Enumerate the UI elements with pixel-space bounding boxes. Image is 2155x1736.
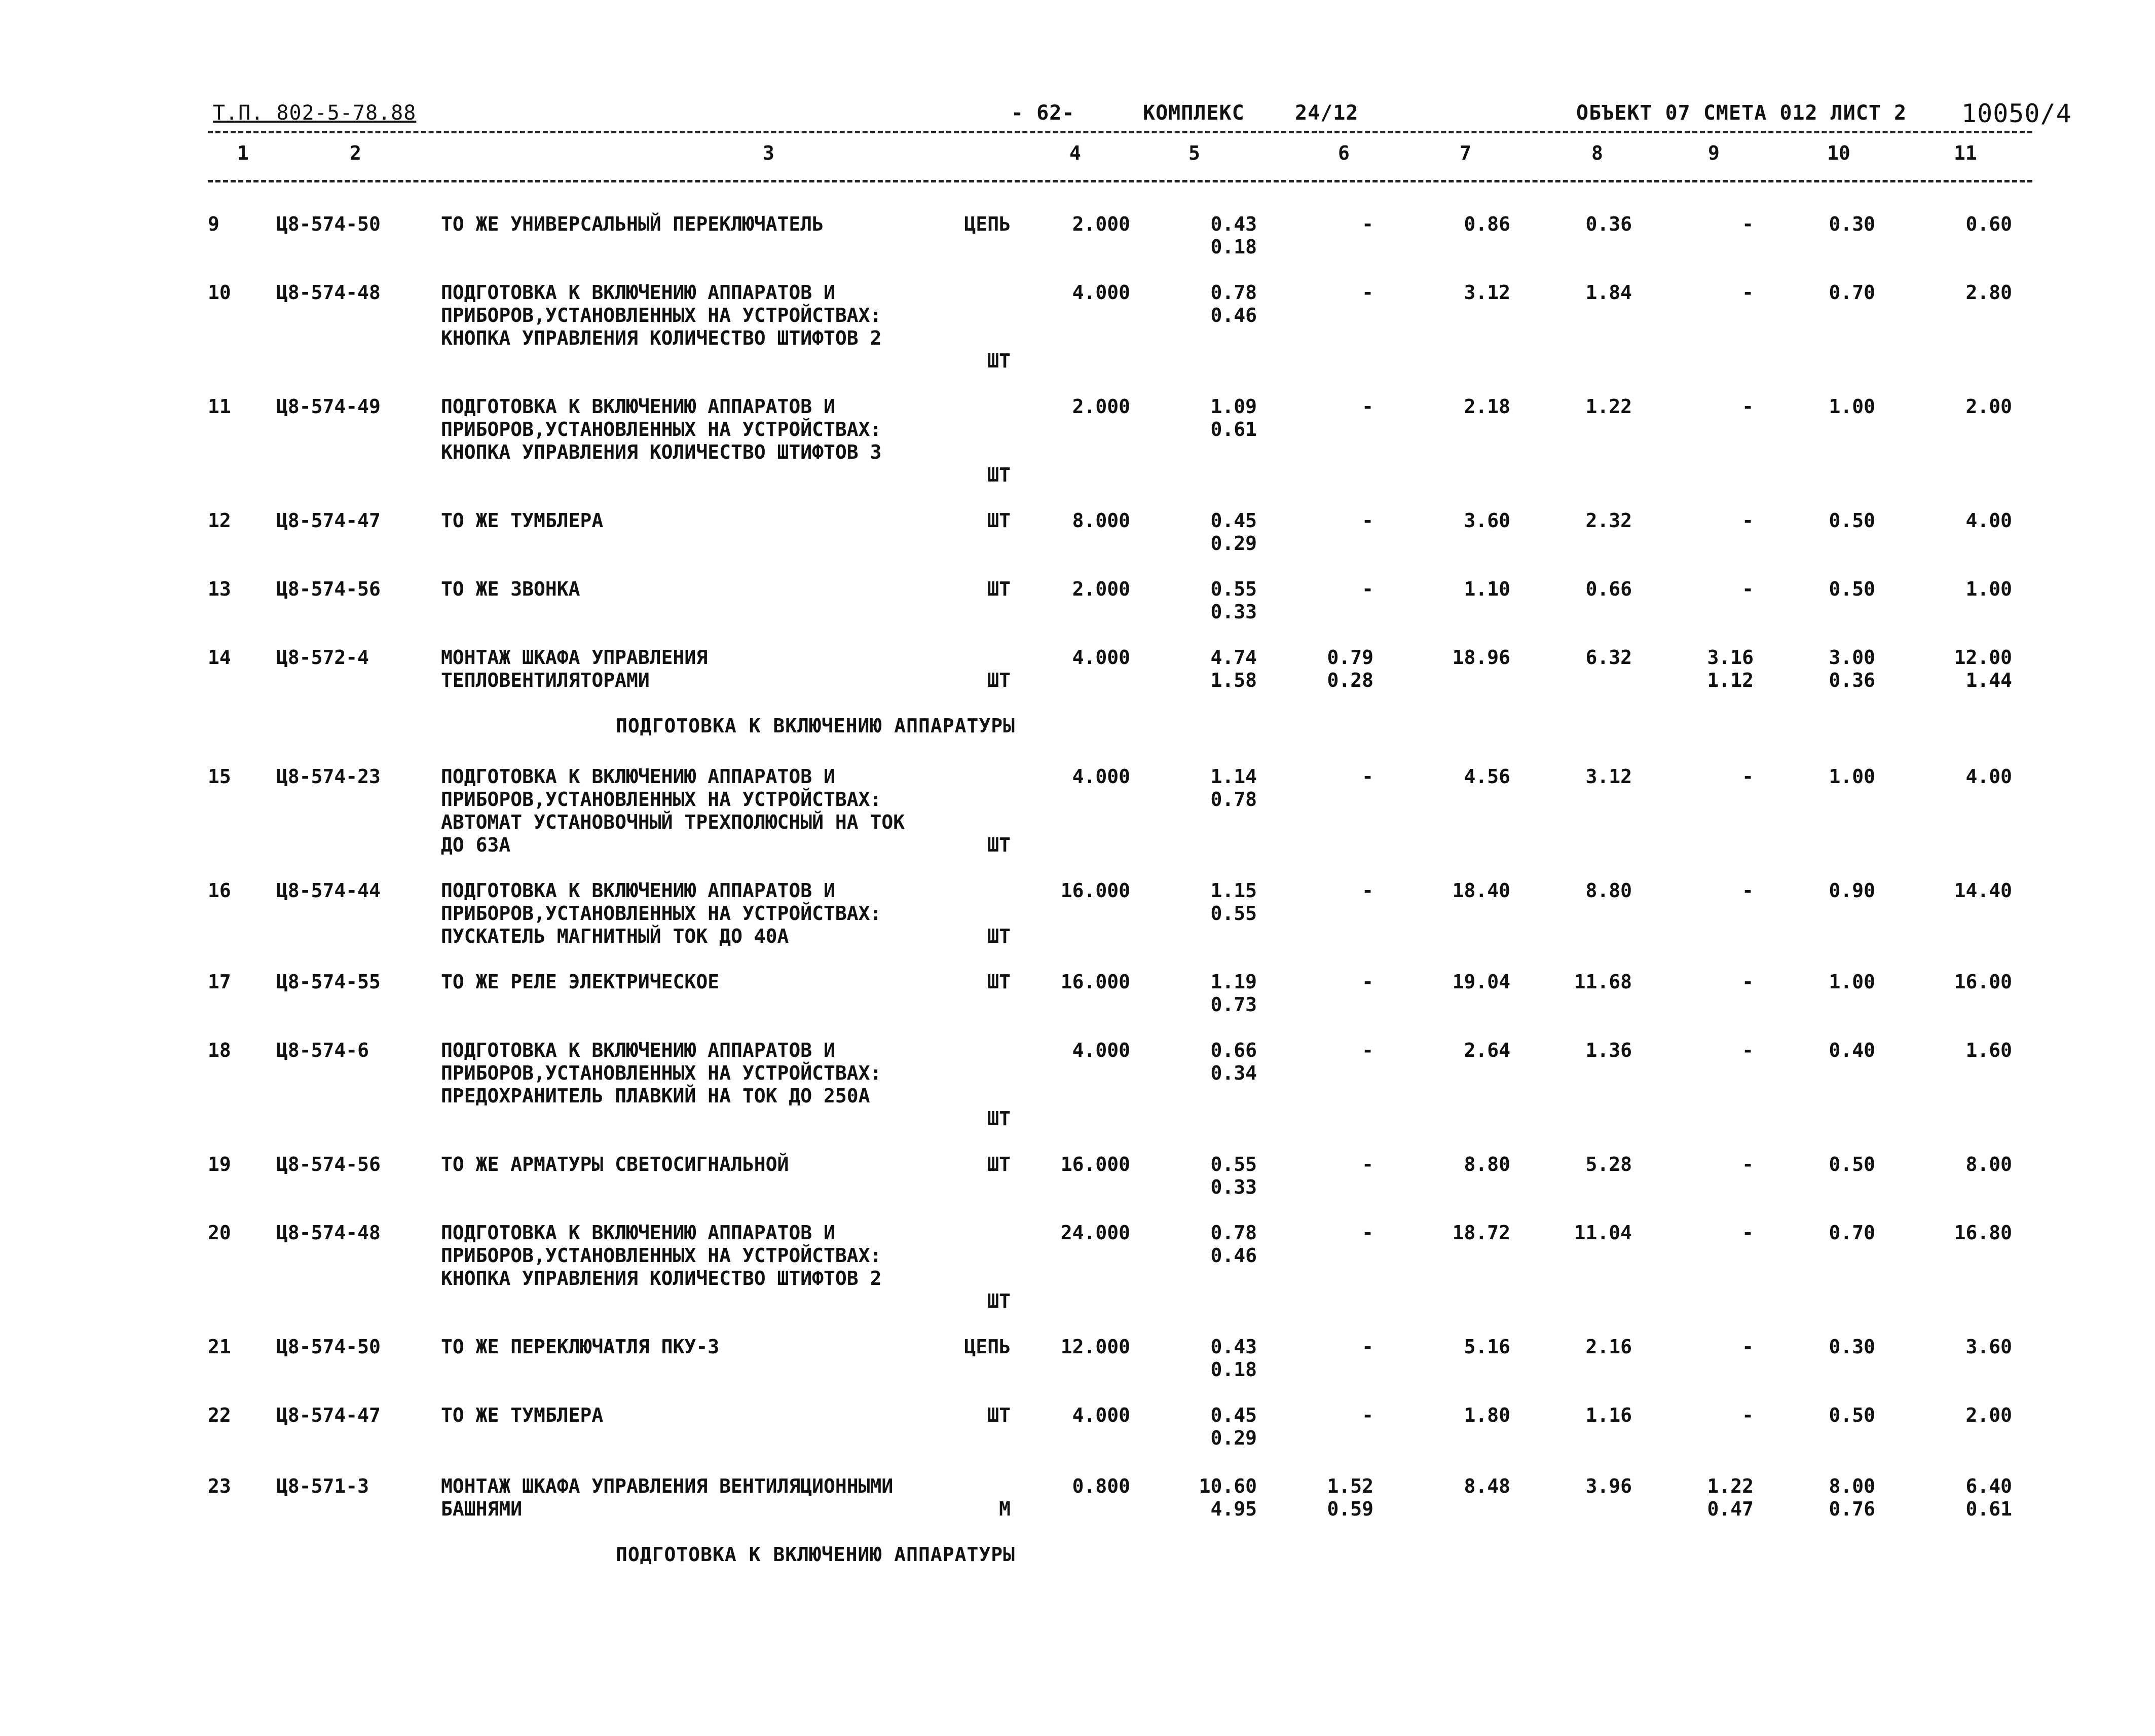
value-col11: 1.60 bbox=[1965, 1039, 2012, 1061]
value-col10: 8.00 0.76 bbox=[1829, 1475, 1875, 1520]
value-col7: 18.40 bbox=[1452, 879, 1510, 902]
value-col6: - bbox=[1362, 281, 1373, 304]
value-col10: 0.30 bbox=[1829, 1336, 1875, 1358]
value-col7: 3.60 bbox=[1464, 509, 1510, 532]
value-col6: - bbox=[1362, 971, 1373, 993]
rate-code: Ц8-574-48 bbox=[276, 281, 381, 304]
value-col8: 1.84 bbox=[1585, 281, 1632, 304]
quantity: 2.000 bbox=[1072, 578, 1130, 600]
quantity: 24.000 bbox=[1060, 1222, 1130, 1244]
quantity: 16.000 bbox=[1060, 879, 1130, 902]
value-col7: 8.80 bbox=[1464, 1153, 1510, 1175]
value-col9: - bbox=[1742, 1222, 1754, 1244]
quantity: 4.000 bbox=[1072, 281, 1130, 304]
unit: М bbox=[999, 1498, 1011, 1520]
value-col10: 0.70 bbox=[1829, 281, 1875, 304]
value-col5: 0.66 0.34 bbox=[1210, 1039, 1257, 1084]
value-col11: 6.40 0.61 bbox=[1965, 1475, 2012, 1520]
complex-label: КОМПЛЕКС bbox=[1143, 101, 1245, 125]
quantity: 0.800 bbox=[1072, 1475, 1130, 1497]
value-col8: 11.68 bbox=[1574, 971, 1632, 993]
value-col9: - bbox=[1742, 1039, 1754, 1061]
column-number: 4 bbox=[1069, 142, 1081, 164]
row-number: 9 bbox=[208, 213, 219, 235]
rate-code: Ц8-574-50 bbox=[276, 1336, 381, 1358]
value-col5: 4.74 1.58 bbox=[1210, 646, 1257, 691]
column-number: 8 bbox=[1591, 142, 1603, 164]
value-col9: - bbox=[1742, 213, 1754, 235]
value-col10: 0.70 bbox=[1829, 1222, 1875, 1244]
value-col9: - bbox=[1742, 1336, 1754, 1358]
value-col9: - bbox=[1742, 395, 1754, 418]
value-col8: 11.04 bbox=[1574, 1222, 1632, 1244]
value-col9: - bbox=[1742, 509, 1754, 532]
value-col9: - bbox=[1742, 1153, 1754, 1175]
column-number: 5 bbox=[1188, 142, 1200, 164]
column-numbers bbox=[0, 142, 2155, 172]
value-col5: 0.45 0.29 bbox=[1210, 1404, 1257, 1449]
value-col8: 0.66 bbox=[1585, 578, 1632, 600]
value-col9: - bbox=[1742, 971, 1754, 993]
value-col10: 0.50 bbox=[1829, 578, 1875, 600]
work-name: ПОДГОТОВКА К ВКЛЮЧЕНИЮ АППАРАТОВ И ПРИБОРОВ,УСТАНОВЛЕННЫХ НА УСТРОЙСТВАХ: АВТОМАТ УСТАНОВОЧНЫЙ ТРЕХПОЛЮСНЫЙ НА ТОК ДО 63А bbox=[441, 765, 905, 856]
value-col9: - bbox=[1742, 765, 1754, 788]
value-col7: 2.64 bbox=[1464, 1039, 1510, 1061]
unit: ШТ bbox=[987, 1404, 1011, 1426]
rate-code: Ц8-574-47 bbox=[276, 1404, 381, 1426]
rate-code: Ц8-574-23 bbox=[276, 765, 381, 788]
work-name: ТО ЖЕ РЕЛЕ ЭЛЕКТРИЧЕСКОЕ bbox=[441, 971, 720, 993]
value-col11: 8.00 bbox=[1965, 1153, 2012, 1175]
column-number: 10 bbox=[1827, 142, 1850, 164]
value-col7: 0.86 bbox=[1464, 213, 1510, 235]
value-col5: 0.55 0.33 bbox=[1210, 1153, 1257, 1198]
value-col7: 2.18 bbox=[1464, 395, 1510, 418]
value-col11: 1.00 bbox=[1965, 578, 2012, 600]
work-name: МОНТАЖ ШКАФА УПРАВЛЕНИЯ ВЕНТИЛЯЦИОННЫМИ БАШНЯМИ bbox=[441, 1475, 894, 1520]
value-col7: 3.12 bbox=[1464, 281, 1510, 304]
value-col11: 2.00 bbox=[1965, 1404, 2012, 1426]
sheet-code: 10050/4 bbox=[1961, 99, 2072, 128]
work-name: МОНТАЖ ШКАФА УПРАВЛЕНИЯ ТЕПЛОВЕНТИЛЯТОРАМИ bbox=[441, 646, 708, 691]
value-col11: 16.80 bbox=[1954, 1222, 2012, 1244]
value-col9: - bbox=[1742, 1404, 1754, 1426]
value-col9: - bbox=[1742, 578, 1754, 600]
value-col9: 3.16 1.12 bbox=[1707, 646, 1754, 691]
row-number: 22 bbox=[208, 1404, 231, 1426]
value-col6: - bbox=[1362, 1153, 1373, 1175]
quantity: 16.000 bbox=[1060, 1153, 1130, 1175]
value-col8: 2.16 bbox=[1585, 1336, 1632, 1358]
object-estimate-sheet: ОБЪЕКТ 07 СМЕТА 012 ЛИСТ 2 bbox=[1576, 101, 1907, 125]
value-col6: - bbox=[1362, 509, 1373, 532]
quantity: 4.000 bbox=[1072, 646, 1130, 669]
header-divider-bottom bbox=[208, 180, 2032, 182]
value-col6: - bbox=[1362, 1404, 1373, 1426]
value-col6: - bbox=[1362, 879, 1373, 902]
rate-code: Ц8-574-56 bbox=[276, 578, 381, 600]
value-col8: 1.22 bbox=[1585, 395, 1632, 418]
value-col11: 4.00 bbox=[1965, 509, 2012, 532]
value-col7: 8.48 bbox=[1464, 1475, 1510, 1497]
unit: ШТ bbox=[987, 350, 1011, 372]
page-number: - 62- bbox=[1011, 101, 1075, 125]
complex-code: 24/12 bbox=[1295, 101, 1359, 125]
value-col9: - bbox=[1742, 879, 1754, 902]
work-name: ПОДГОТОВКА К ВКЛЮЧЕНИЮ АППАРАТОВ И ПРИБОРОВ,УСТАНОВЛЕННЫХ НА УСТРОЙСТВАХ: ПРЕДОХРАНИТЕЛЬ ПЛАВКИЙ НА ТОК ДО 250А bbox=[441, 1039, 882, 1107]
value-col10: 0.30 bbox=[1829, 213, 1875, 235]
unit: ЦЕПЬ bbox=[964, 213, 1011, 235]
value-col11: 4.00 bbox=[1965, 765, 2012, 788]
document-code: Т.П. 802-5-78.88 bbox=[213, 101, 417, 125]
unit: ШТ bbox=[987, 925, 1011, 947]
value-col8: 2.32 bbox=[1585, 509, 1632, 532]
column-number: 11 bbox=[1954, 142, 1977, 164]
value-col10: 0.50 bbox=[1829, 1404, 1875, 1426]
value-col10: 1.00 bbox=[1829, 395, 1875, 418]
column-number: 2 bbox=[350, 142, 361, 164]
value-col6: - bbox=[1362, 395, 1373, 418]
value-col5: 0.78 0.46 bbox=[1210, 281, 1257, 326]
row-number: 15 bbox=[208, 765, 231, 788]
row-number: 13 bbox=[208, 578, 231, 600]
quantity: 16.000 bbox=[1060, 971, 1130, 993]
row-number: 11 bbox=[208, 395, 231, 418]
column-number: 6 bbox=[1338, 142, 1350, 164]
value-col6: - bbox=[1362, 765, 1373, 788]
unit: ШТ bbox=[987, 669, 1011, 691]
value-col11: 16.00 bbox=[1954, 971, 2012, 993]
rate-code: Ц8-574-6 bbox=[276, 1039, 369, 1061]
unit: ШТ bbox=[987, 1290, 1011, 1312]
value-col10: 3.00 0.36 bbox=[1829, 646, 1875, 691]
row-number: 16 bbox=[208, 879, 231, 902]
quantity: 2.000 bbox=[1072, 213, 1130, 235]
quantity: 4.000 bbox=[1072, 1404, 1130, 1426]
work-name: ТО ЖЕ ТУМБЛЕРА bbox=[441, 509, 604, 532]
unit: ШТ bbox=[987, 1107, 1011, 1130]
value-col11: 12.00 1.44 bbox=[1954, 646, 2012, 691]
value-col8: 5.28 bbox=[1585, 1153, 1632, 1175]
value-col8: 1.36 bbox=[1585, 1039, 1632, 1061]
rate-code: Ц8-572-4 bbox=[276, 646, 369, 669]
unit: ЦЕПЬ bbox=[964, 1336, 1011, 1358]
row-number: 23 bbox=[208, 1475, 231, 1497]
value-col7: 18.96 bbox=[1452, 646, 1510, 669]
value-col5: 1.14 0.78 bbox=[1210, 765, 1257, 810]
work-name: ТО ЖЕ АРМАТУРЫ СВЕТОСИГНАЛЬНОЙ bbox=[441, 1153, 789, 1175]
row-number: 20 bbox=[208, 1222, 231, 1244]
column-number: 3 bbox=[763, 142, 774, 164]
header-divider-top bbox=[208, 131, 2032, 133]
value-col7: 19.04 bbox=[1452, 971, 1510, 993]
row-number: 12 bbox=[208, 509, 231, 532]
section-heading: ПОДГОТОВКА К ВКЛЮЧЕНИЮ АППАРАТУРЫ bbox=[616, 715, 1015, 737]
column-number: 9 bbox=[1708, 142, 1720, 164]
value-col6: 0.79 0.28 bbox=[1327, 646, 1373, 691]
value-col10: 1.00 bbox=[1829, 765, 1875, 788]
value-col5: 10.60 4.95 bbox=[1199, 1475, 1257, 1520]
quantity: 8.000 bbox=[1072, 509, 1130, 532]
unit: ШТ bbox=[987, 834, 1011, 856]
value-col8: 3.12 bbox=[1585, 765, 1632, 788]
unit: ШТ bbox=[987, 971, 1011, 993]
quantity: 2.000 bbox=[1072, 395, 1130, 418]
value-col10: 0.50 bbox=[1829, 1153, 1875, 1175]
value-col5: 0.45 0.29 bbox=[1210, 509, 1257, 555]
value-col8: 6.32 bbox=[1585, 646, 1632, 669]
rate-code: Ц8-571-3 bbox=[276, 1475, 369, 1497]
unit: ШТ bbox=[987, 1153, 1011, 1175]
work-name: ПОДГОТОВКА К ВКЛЮЧЕНИЮ АППАРАТОВ И ПРИБОРОВ,УСТАНОВЛЕННЫХ НА УСТРОЙСТВАХ: КНОПКА УПРАВЛЕНИЯ КОЛИЧЕСТВО ШТИФТОВ 2 bbox=[441, 281, 882, 349]
value-col5: 1.09 0.61 bbox=[1210, 395, 1257, 440]
work-name: ПОДГОТОВКА К ВКЛЮЧЕНИЮ АППАРАТОВ И ПРИБОРОВ,УСТАНОВЛЕННЫХ НА УСТРОЙСТВАХ: ПУСКАТЕЛЬ МАГНИТНЫЙ ТОК ДО 40А bbox=[441, 879, 882, 947]
work-name: ТО ЖЕ ПЕРЕКЛЮЧАТЛЯ ПКУ-3 bbox=[441, 1336, 720, 1358]
value-col8: 0.36 bbox=[1585, 213, 1632, 235]
unit: ШТ bbox=[987, 464, 1011, 486]
quantity: 12.000 bbox=[1060, 1336, 1130, 1358]
value-col11: 2.00 bbox=[1965, 395, 2012, 418]
value-col5: 0.43 0.18 bbox=[1210, 213, 1257, 258]
unit: ШТ bbox=[987, 578, 1011, 600]
value-col11: 3.60 bbox=[1965, 1336, 2012, 1358]
rate-code: Ц8-574-49 bbox=[276, 395, 381, 418]
row-number: 10 bbox=[208, 281, 231, 304]
value-col7: 1.80 bbox=[1464, 1404, 1510, 1426]
work-name: ТО ЖЕ УНИВЕРСАЛЬНЫЙ ПЕРЕКЛЮЧАТЕЛЬ bbox=[441, 213, 824, 235]
value-col6: - bbox=[1362, 578, 1373, 600]
value-col11: 14.40 bbox=[1954, 879, 2012, 902]
rate-code: Ц8-574-48 bbox=[276, 1222, 381, 1244]
work-name: ТО ЖЕ ТУМБЛЕРА bbox=[441, 1404, 604, 1426]
row-number: 17 bbox=[208, 971, 231, 993]
rate-code: Ц8-574-55 bbox=[276, 971, 381, 993]
row-number: 21 bbox=[208, 1336, 231, 1358]
value-col5: 1.19 0.73 bbox=[1210, 971, 1257, 1016]
row-number: 19 bbox=[208, 1153, 231, 1175]
column-number: 7 bbox=[1460, 142, 1471, 164]
rate-code: Ц8-574-50 bbox=[276, 213, 381, 235]
unit: ШТ bbox=[987, 509, 1011, 532]
value-col9: 1.22 0.47 bbox=[1707, 1475, 1754, 1520]
work-name: ПОДГОТОВКА К ВКЛЮЧЕНИЮ АППАРАТОВ И ПРИБОРОВ,УСТАНОВЛЕННЫХ НА УСТРОЙСТВАХ: КНОПКА УПРАВЛЕНИЯ КОЛИЧЕСТВО ШТИФТОВ 3 bbox=[441, 395, 882, 463]
value-col6: - bbox=[1362, 1039, 1373, 1061]
column-number: 1 bbox=[237, 142, 249, 164]
value-col5: 0.43 0.18 bbox=[1210, 1336, 1257, 1381]
value-col8: 8.80 bbox=[1585, 879, 1632, 902]
quantity: 4.000 bbox=[1072, 765, 1130, 788]
value-col8: 1.16 bbox=[1585, 1404, 1632, 1426]
value-col10: 0.40 bbox=[1829, 1039, 1875, 1061]
value-col7: 4.56 bbox=[1464, 765, 1510, 788]
value-col10: 0.90 bbox=[1829, 879, 1875, 902]
value-col6: 1.52 0.59 bbox=[1327, 1475, 1373, 1520]
rate-code: Ц8-574-47 bbox=[276, 509, 381, 532]
quantity: 4.000 bbox=[1072, 1039, 1130, 1061]
value-col9: - bbox=[1742, 281, 1754, 304]
value-col7: 1.10 bbox=[1464, 578, 1510, 600]
row-number: 18 bbox=[208, 1039, 231, 1061]
work-name: ПОДГОТОВКА К ВКЛЮЧЕНИЮ АППАРАТОВ И ПРИБОРОВ,УСТАНОВЛЕННЫХ НА УСТРОЙСТВАХ: КНОПКА УПРАВЛЕНИЯ КОЛИЧЕСТВО ШТИФТОВ 2 bbox=[441, 1222, 882, 1289]
value-col6: - bbox=[1362, 213, 1373, 235]
section-heading: ПОДГОТОВКА К ВКЛЮЧЕНИЮ АППАРАТУРЫ bbox=[616, 1543, 1015, 1566]
value-col7: 18.72 bbox=[1452, 1222, 1510, 1244]
value-col5: 0.55 0.33 bbox=[1210, 578, 1257, 623]
value-col5: 1.15 0.55 bbox=[1210, 879, 1257, 925]
value-col7: 5.16 bbox=[1464, 1336, 1510, 1358]
row-number: 14 bbox=[208, 646, 231, 669]
value-col5: 0.78 0.46 bbox=[1210, 1222, 1257, 1267]
work-name: ТО ЖЕ ЗВОНКА bbox=[441, 578, 580, 600]
value-col6: - bbox=[1362, 1336, 1373, 1358]
value-col10: 1.00 bbox=[1829, 971, 1875, 993]
value-col8: 3.96 bbox=[1585, 1475, 1632, 1497]
value-col10: 0.50 bbox=[1829, 509, 1875, 532]
value-col11: 2.80 bbox=[1965, 281, 2012, 304]
value-col11: 0.60 bbox=[1965, 213, 2012, 235]
value-col6: - bbox=[1362, 1222, 1373, 1244]
rate-code: Ц8-574-56 bbox=[276, 1153, 381, 1175]
rate-code: Ц8-574-44 bbox=[276, 879, 381, 902]
